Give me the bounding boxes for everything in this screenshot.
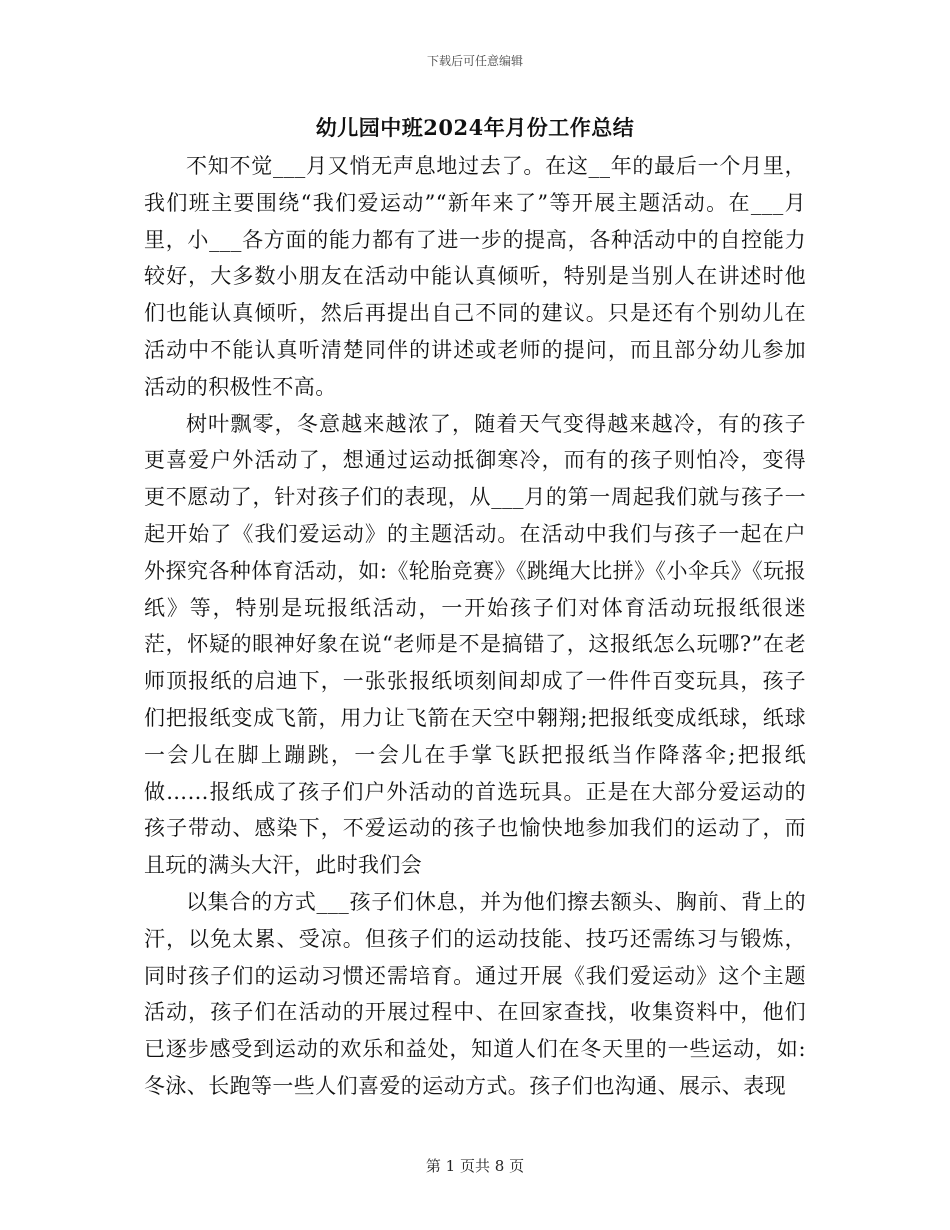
page-number-footer: 第 1 页共 8 页 [425, 1157, 525, 1175]
paragraph-3: 以集合的方式___孩子们休息，并为他们擦去额头、胸前、背上的汗，以免太累、受凉。但孩子们的运动技能、技巧还需练习与锻炼，同时孩子们的运动习惯还需培育。通过开展《我们爱运动》这个主题活动，孩子们在活动的开展过程中、在回家查找，收集资料中，他们已逐步感受到运动的欢乐和益处，知道人们在冬天里的一些运动，如:冬泳、长跑等一些人们喜爱的运动方式。孩子们也沟通、展示、表现 [144, 889, 806, 1098]
document-title: 幼儿园中班2024年月份工作总结 [315, 115, 635, 140]
page-header-note: 下载后可任意编辑 [426, 54, 523, 68]
paragraph-1: 不知不觉___月又悄无声息地过去了。在这__年的最后一个月里，我们班主要围绕“我们爱运动”“新年来了”等开展主题活动。在___月里，小___各方面的能力都有了进一步的提高，各种活动中的自控能力较好，大多数小朋友在活动中能认真倾听，特别是当别人在讲述时他们也能认真倾听，然后再提出自己不同的建议。只是还有个别幼儿在活动中不能认真听清楚同伴的讲述或老师的提问，而且部分幼儿参加活动的积极性不高。 [144, 154, 806, 399]
document-body [144, 148, 806, 1105]
paragraph-2: 树叶飘零，冬意越来越浓了，随着天气变得越来越冷，有的孩子更喜爱户外活动了，想通过运动抵御寒冷，而有的孩子则怕冷，变得更不愿动了，针对孩子们的表现，从___月的第一周起我们就与孩子一起开始了《我们爱运动》的主题活动。在活动中我们与孩子一起在户外探究各种体育活动，如:《轮胎竞赛》《跳绳大比拼》《小伞兵》《玩报纸》等，特别是玩报纸活动，一开始孩子们对体育活动玩报纸很迷茫，怀疑的眼神好象在说“老师是不是搞错了，这报纸怎么玩哪?”在老师顶报纸的启迪下，一张张报纸顷刻间却成了一件件百变玩具，孩子们把报纸变成飞箭，用力让飞箭在天空中翱翔;把报纸变成纸球，纸球一会儿在脚上蹦跳，一会儿在手掌飞跃把报纸当作降落伞;把报纸做……报纸成了孩子们户外活动的首选玩具。正是在大部分爱运动的孩子带动、感染下，不爱运动的孩子也愉快地参加我们的运动了，而且玩的满头大汗，此时我们会 [144, 411, 806, 878]
